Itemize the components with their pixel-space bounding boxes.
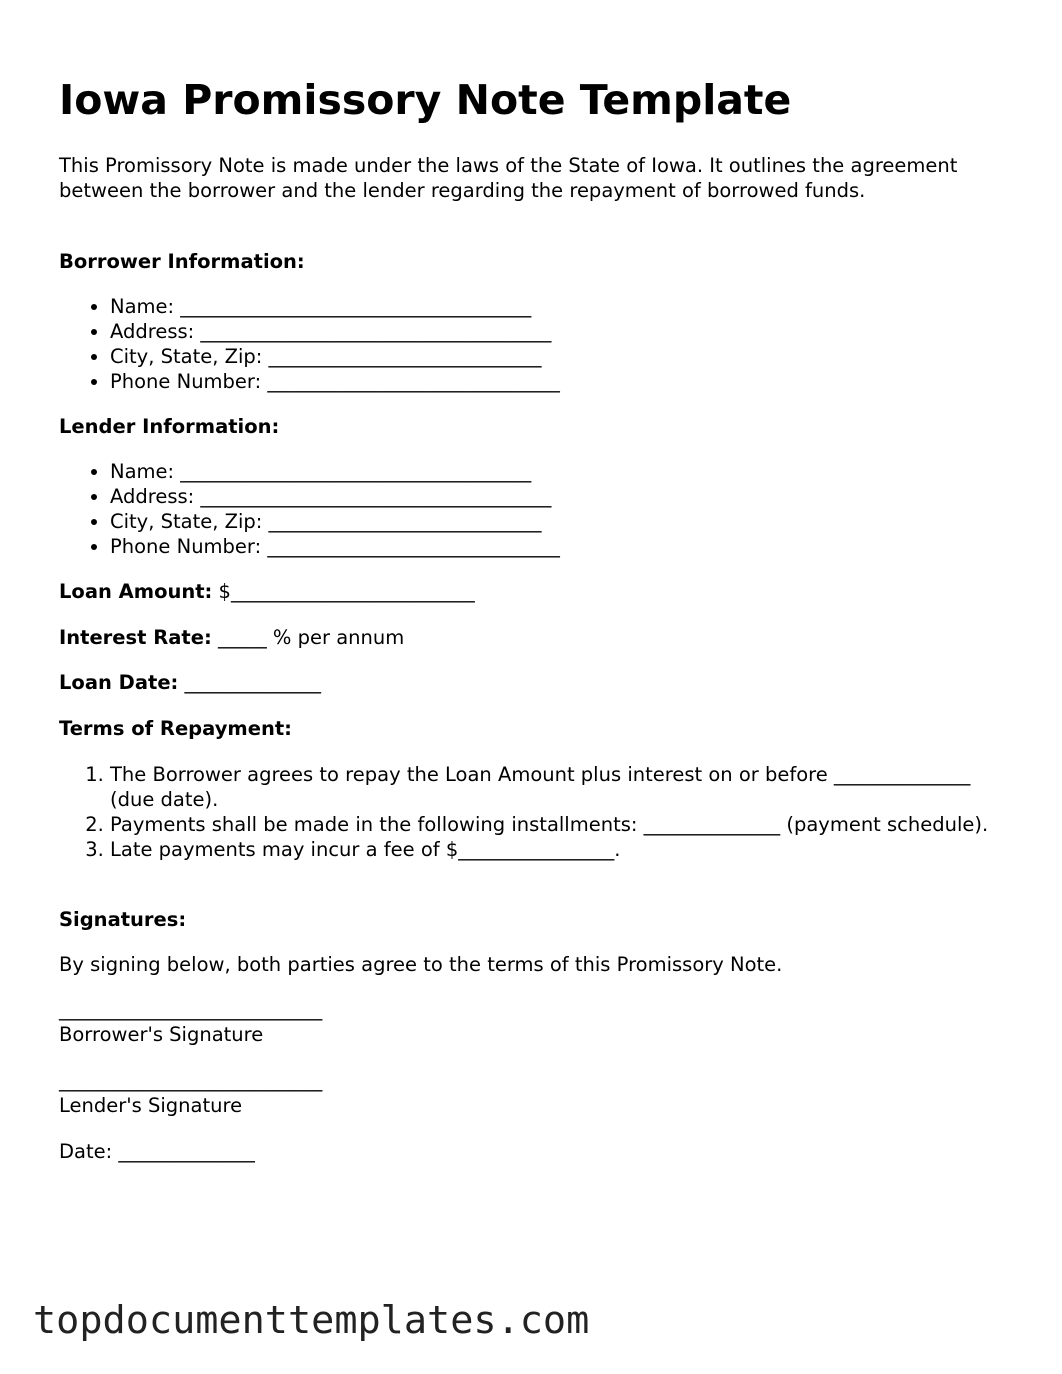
signatures-heading: Signatures: xyxy=(59,908,187,931)
borrower-phone-field: • Phone Number: ______________________________ xyxy=(110,369,560,394)
borrower-address-field: • Address: ____________________________________ xyxy=(110,319,560,344)
signature-date-line: Date: ______________ xyxy=(59,1140,255,1163)
borrower-city-field: • City, State, Zip: ____________________________ xyxy=(110,344,560,369)
lender-phone-field: • Phone Number: ______________________________ xyxy=(110,534,560,559)
signatures-statement: By signing below, both parties agree to the terms of this Promissory Note. xyxy=(59,953,783,976)
interest-rate-value: _____ % per annum xyxy=(217,626,405,649)
borrower-signature-block xyxy=(59,997,322,1047)
lender-city-field: • City, State, Zip: ____________________________ xyxy=(110,509,560,534)
loan-amount-label: Loan Amount: xyxy=(59,580,213,603)
interest-rate-line xyxy=(59,625,404,650)
borrower-name-field: • Name: ____________________________________ xyxy=(110,294,560,319)
lender-heading: Lender Information: xyxy=(59,415,280,438)
borrower-fields xyxy=(59,294,560,394)
lender-signature-label: Lender's Signature xyxy=(59,1094,243,1117)
lender-name-field: • Name: ____________________________________ xyxy=(110,459,560,484)
page-title: Iowa Promissory Note Template xyxy=(59,76,792,124)
loan-date-line xyxy=(59,670,321,695)
loan-amount-line xyxy=(59,579,475,604)
term-item-installments: 2. Payments shall be made in the following installments: ______________ (payment schedule). xyxy=(110,812,1010,837)
interest-rate-label: Interest Rate: xyxy=(59,626,212,649)
watermark-text: topdocumenttemplates.com xyxy=(33,1298,590,1343)
loan-amount-value: $_________________________ xyxy=(218,580,475,603)
intro-paragraph: This Promissory Note is made under the laws of the State of Iowa. It outlines the agreement between the borrower and the lender regarding the repayment of borrowed funds. xyxy=(59,154,958,202)
lender-fields xyxy=(59,459,560,559)
term-item-late-fee: 3. Late payments may incur a fee of $________________. xyxy=(110,837,1010,862)
loan-date-value: ______________ xyxy=(184,671,322,694)
borrower-signature-label: Borrower's Signature xyxy=(59,1023,264,1046)
terms-heading: Terms of Repayment: xyxy=(59,717,292,740)
lender-signature-line: ___________________________ xyxy=(59,1069,323,1092)
lender-address-field: • Address: ____________________________________ xyxy=(110,484,560,509)
loan-date-label: Loan Date: xyxy=(59,671,179,694)
lender-signature-block xyxy=(59,1068,322,1118)
terms-list xyxy=(59,762,1010,862)
term-item-due-date: 1. The Borrower agrees to repay the Loan Amount plus interest on or before ______________ (due date). xyxy=(110,762,1010,812)
borrower-heading: Borrower Information: xyxy=(59,250,305,273)
borrower-signature-line: ___________________________ xyxy=(59,998,323,1021)
